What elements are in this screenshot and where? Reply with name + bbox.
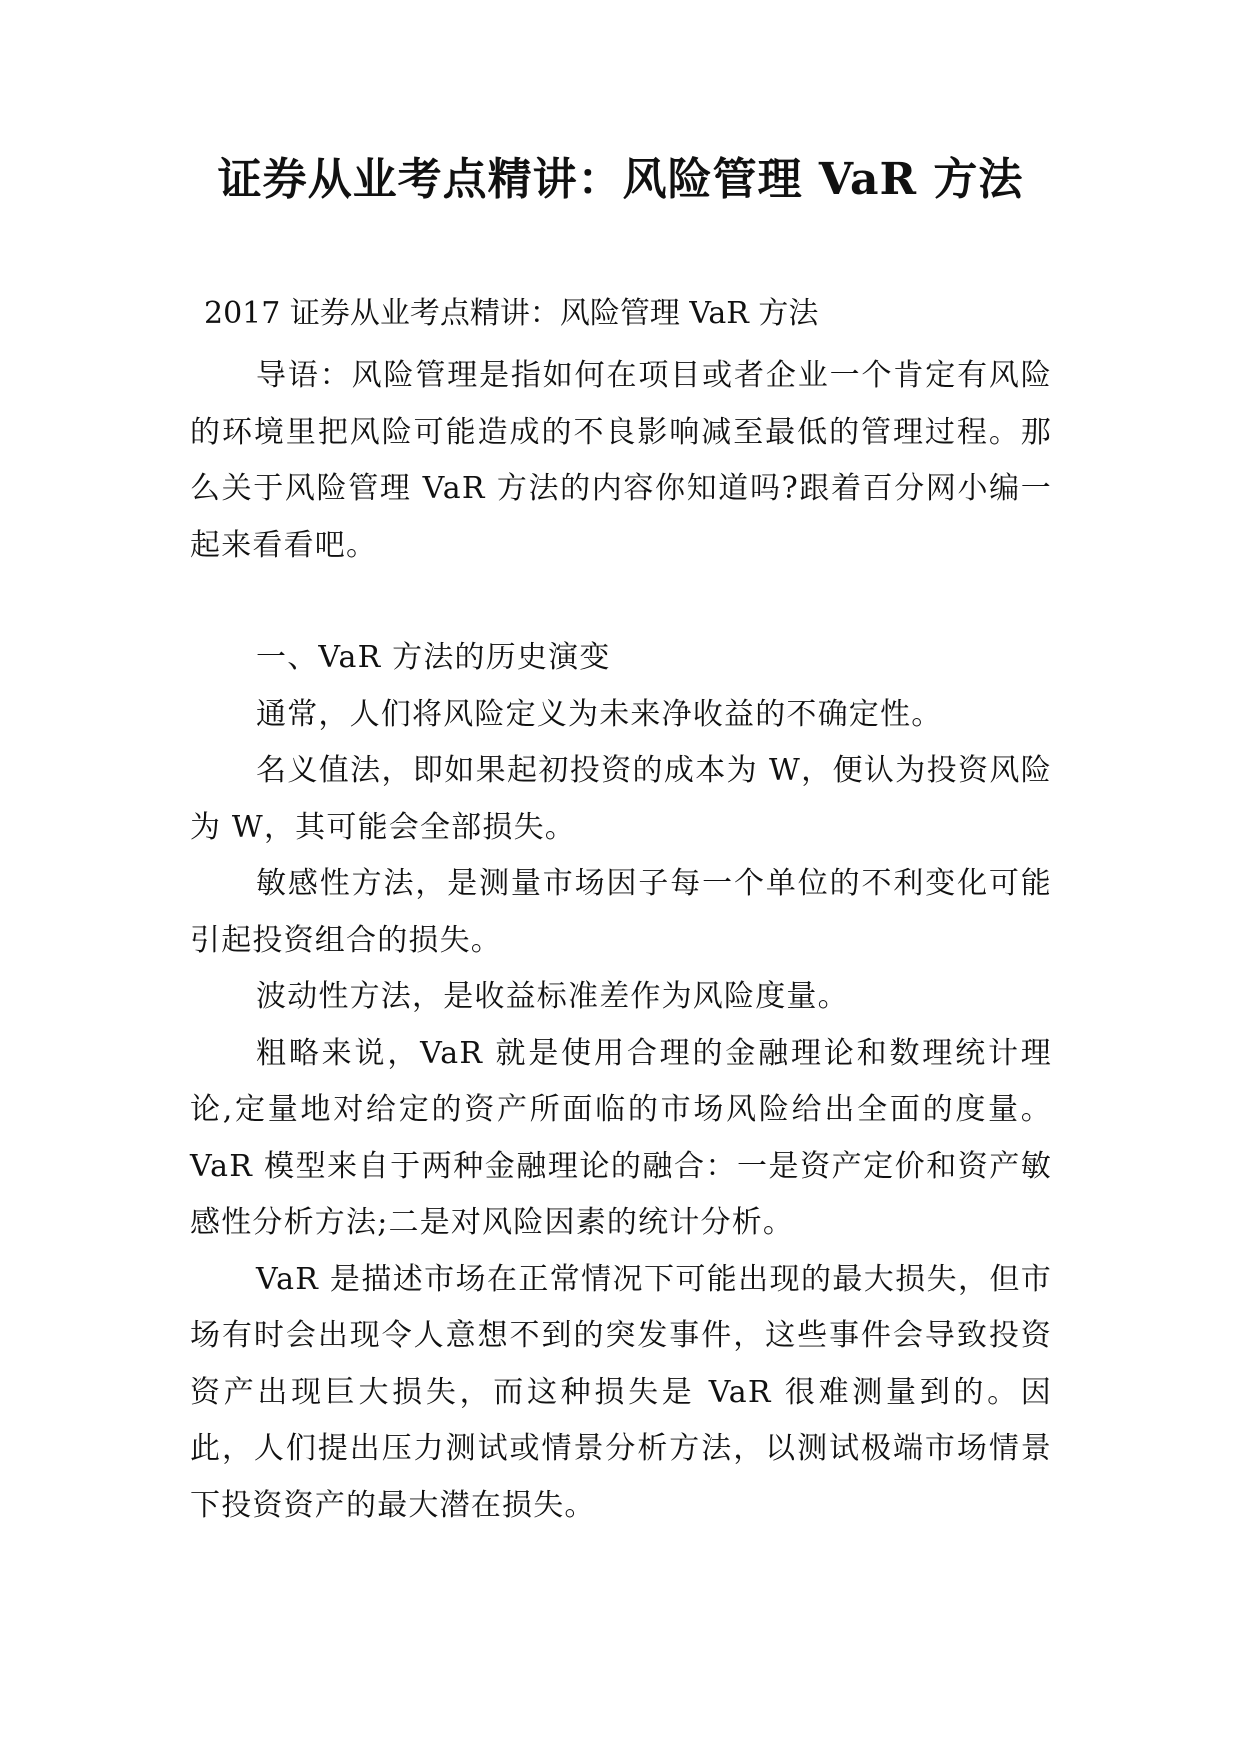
document-title: 证券从业考点精讲：风险管理 VaR 方法	[217, 154, 1024, 205]
body-paragraph-5: 粗略来说，VaR 就是使用合理的金融理论和数理统计理论,定量地对给定的资产所面临的市场风险给出全面的度量。VaR 模型来自于两种金融理论的融合：一是资产定价和资产敏感性分析方法;二是对风险因素的统计分析。	[190, 1035, 1052, 1240]
body-paragraph-4: 波动性方法，是收益标准差作为风险度量。	[256, 979, 849, 1014]
body-paragraph-2: 名义值法，即如果起初投资的成本为 W，便认为投资风险为 W，其可能会全部损失。	[190, 753, 1052, 845]
body-paragraph-6: VaR 是描述市场在正常情况下可能出现的最大损失，但市场有时会出现令人意想不到的突发事件，这些事件会导致投资资产出现巨大损失，而这种损失是 VaR 很难测量到的。因此，人们提出压力测试或情景分析方法，以测试极端市场情景下投资资产的最大潜在损失。	[190, 1261, 1052, 1523]
intro-paragraph: 导语：风险管理是指如何在项目或者企业一个肯定有风险的环境里把风险可能造成的不良影响减至最低的管理过程。那么关于风险管理 VaR 方法的内容你知道吗?跟着百分网小编一起来看看吧。	[190, 358, 1052, 563]
body-paragraph-3: 敏感性方法，是测量市场因子每一个单位的不利变化可能引起投资组合的损失。	[190, 866, 1052, 958]
paragraph-spacer	[190, 574, 1052, 630]
document-subtitle: 2017 证券从业考点精讲：风险管理 VaR 方法	[204, 296, 819, 331]
body-paragraph-1: 通常，人们将风险定义为未来净收益的不确定性。	[256, 696, 943, 732]
document-body	[190, 348, 1052, 1534]
section-heading: 一、VaR 方法的历史演变	[256, 640, 611, 675]
